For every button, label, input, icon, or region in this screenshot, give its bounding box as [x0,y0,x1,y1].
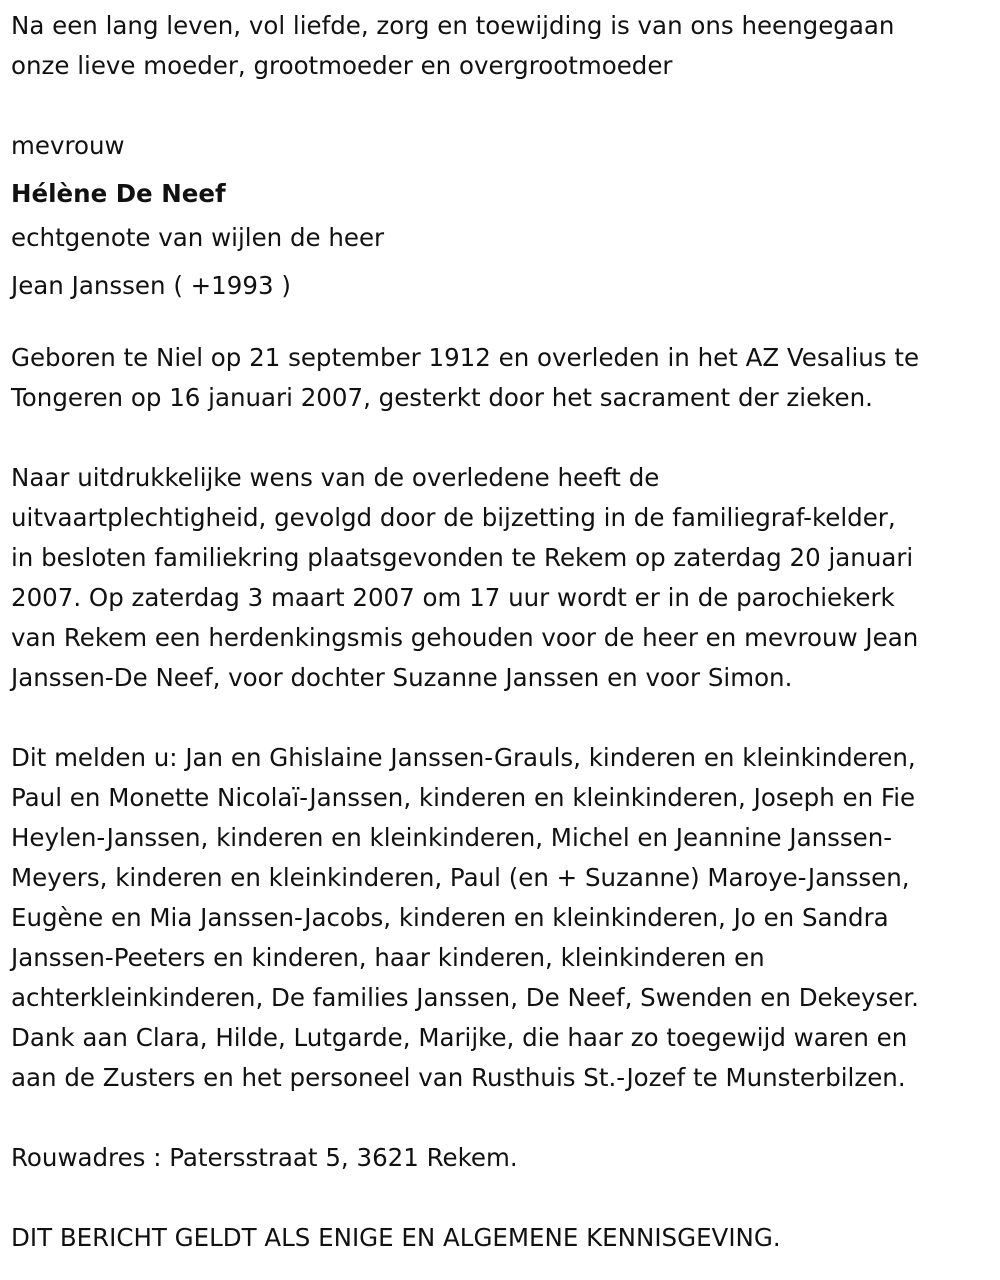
funeral-line: uitvaartplechtigheid, gevolgd door de bijzetting in de familiegraf-kelder, [11,503,896,532]
announcement-line: Dank aan Clara, Hilde, Lutgarde, Marijke, die haar zo toegewijd waren en [11,1023,908,1052]
spacer [11,314,1000,338]
funeral-paragraph [11,458,1000,698]
spouse-label: echtgenote van wijlen de heer [11,223,385,252]
announcement-paragraph [11,738,1000,1098]
announcement-line: Paul en Monette Nicolaï-Janssen, kinderen en kleinkinderen, Joseph en Fie [11,783,916,812]
spacer [11,1178,1000,1218]
intro-line-2: onze lieve moeder, grootmoeder en overgrootmoeder [11,51,673,80]
official-notice: DIT BERICHT GELDT ALS ENIGE EN ALGEMENE KENNISGEVING. [11,1223,781,1252]
announcement-line: Meyers, kinderen en kleinkinderen, Paul (en + Suzanne) Maroye-Janssen, [11,863,910,892]
announcement-line: Eugène en Mia Janssen-Jacobs, kinderen en kleinkinderen, Jo en Sandra [11,903,889,932]
funeral-line: van Rekem een herdenkingsmis gehouden voor de heer en mevrouw Jean [11,623,919,652]
funeral-line: Naar uitdrukkelijke wens van de overledene heeft de [11,463,660,492]
birth-line-1: Geboren te Niel op 21 september 1912 en overleden in het AZ Vesalius te [11,343,920,372]
spacer [11,86,1000,126]
announcement-line: Dit melden u: Jan en Ghislaine Janssen-Grauls, kinderen en kleinkinderen, [11,743,916,772]
spacer [11,698,1000,738]
spouse-name: Jean Janssen ( +1993 ) [11,271,291,300]
spacer [11,1098,1000,1138]
announcement-line: Janssen-Peeters en kinderen, haar kinderen, kleinkinderen en [11,943,765,972]
funeral-line: Janssen-De Neef, voor dochter Suzanne Janssen en voor Simon. [11,663,793,692]
announcement-line: aan de Zusters en het personeel van Rusthuis St.-Jozef te Munsterbilzen. [11,1063,906,1092]
spacer [11,418,1000,458]
birth-line-2: Tongeren op 16 januari 2007, gesterkt door het sacrament der zieken. [11,383,873,412]
deceased-block [11,126,1000,306]
deceased-name: Hélène De Neef [11,179,226,208]
birth-paragraph [11,338,1000,418]
intro-paragraph [11,6,1000,86]
funeral-line: 2007. Op zaterdag 3 maart 2007 om 17 uur wordt er in de parochiekerk [11,583,895,612]
announcement-line: achterkleinkinderen, De families Janssen, De Neef, Swenden en Dekeyser. [11,983,919,1012]
funeral-line: in besloten familiekring plaatsgevonden te Rekem op zaterdag 20 januari [11,543,914,572]
notice-paragraph [11,1218,1000,1258]
mourning-address: Rouwadres : Patersstraat 5, 3621 Rekem. [11,1143,518,1172]
intro-line-1: Na een lang leven, vol liefde, zorg en toewijding is van ons heengegaan [11,11,895,40]
honorific: mevrouw [11,131,125,160]
address-paragraph [11,1138,1000,1178]
announcement-line: Heylen-Janssen, kinderen en kleinkinderen, Michel en Jeannine Janssen- [11,823,893,852]
